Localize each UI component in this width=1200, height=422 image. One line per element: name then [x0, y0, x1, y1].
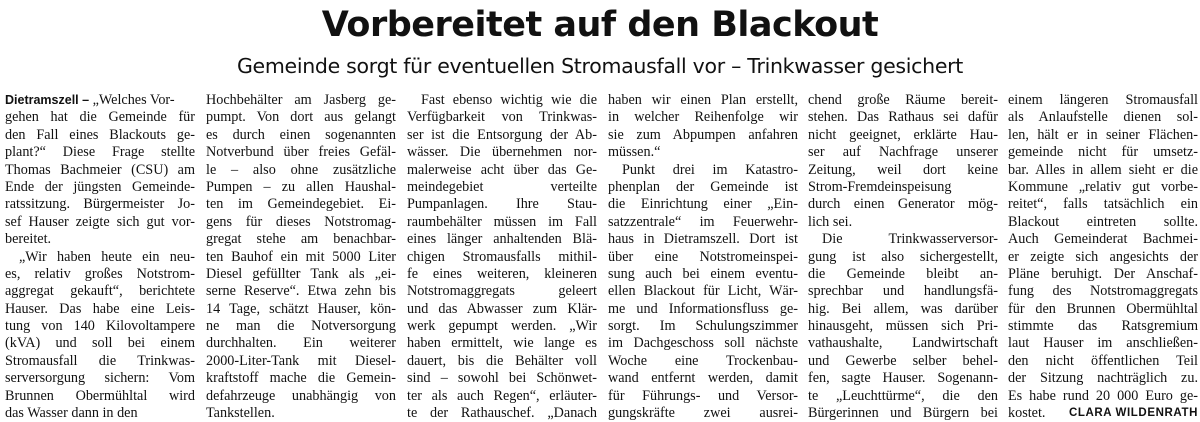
article-line: len, hält er in seiner Flächen-	[1008, 126, 1198, 143]
article-line: und das Abwasser zum Klär-	[407, 300, 597, 317]
article-line: den Fall eines Blackouts ge-	[5, 126, 195, 143]
article-line: Strom-Fremdeinspeisung	[808, 178, 952, 195]
article-line: Die Trinkwasserversor-	[822, 231, 998, 248]
article-line: satzzentrale“ im Feuerwehr-	[608, 213, 798, 230]
article-line: raumbehälter müssen im Fall	[407, 213, 597, 230]
article-line: über eine Notstromeinspei-	[608, 248, 798, 265]
article-dateline: Dietramszell –	[5, 93, 90, 107]
article-line: gung ist also sichergestellt,	[808, 248, 998, 265]
article-line: Hochbehälter am Jasberg ge-	[206, 92, 396, 108]
article-column-4	[608, 92, 798, 422]
article-column-3	[407, 92, 597, 422]
article-line: eines länger anhaltenden Blä-	[407, 231, 597, 248]
article-line: gens für dieses Notstromag-	[206, 213, 396, 230]
article-line: Pumpen – zu allen Haushal-	[206, 178, 396, 195]
article-line: sie zum Abpumpen anfahren	[608, 126, 798, 143]
article-line: ser ist die Entsorgung der Ab-	[407, 126, 597, 143]
article-column-5	[808, 92, 998, 422]
article-line: ter als auch Regen“, erläuter-	[407, 387, 597, 404]
article-line: haus in Dietramszell. Dort ist	[608, 231, 798, 248]
article-line: Tankstellen.	[206, 405, 275, 422]
article-line: er zeigte sich angesichts der	[1008, 248, 1198, 265]
article-line: ser auf Nachfrage unserer	[808, 144, 998, 161]
article-line: gehen hat die Gemeinde für	[5, 109, 195, 126]
article-line: haben ermittelt, wie lange es	[407, 335, 597, 352]
article-line-text: kostet.	[1008, 405, 1046, 422]
article-line: Pumpanlagen. Ihre Stau-	[407, 196, 597, 213]
article-line: serne Reserve“. Etwa zehn bis	[206, 283, 396, 300]
article-line: me und Informationsfluss ge-	[608, 300, 798, 317]
article-line: laut Hauser im anschließen-	[1008, 335, 1198, 352]
article-line: Hauser. Das habe eine Leis-	[5, 300, 195, 317]
article-line: dauert, bis die Behälter voll	[407, 352, 597, 369]
article-line: defahrzeuge unabhängig von	[206, 387, 396, 404]
article-line: als Anlaufstelle dienen sol-	[1008, 109, 1198, 126]
article-line: Pläne beruhigt. Der Anschaf-	[1008, 265, 1198, 282]
article-line: Verfügbarkeit von Trinkwas-	[407, 109, 597, 126]
article-line: das Wasser dann in den	[5, 405, 138, 422]
article-line: fung des Notstromaggregats	[1008, 283, 1198, 300]
article-line: Stromausfall die Trinkwas-	[5, 352, 195, 369]
article-line: werk gepumpt werden. „Wir	[407, 318, 597, 335]
article-line: fen, sagte Hauser. Sogenann-	[808, 370, 998, 387]
article-line: stehen. Das Rathaus sei dafür	[808, 109, 998, 126]
article-line: Punkt drei im Katastro-	[622, 161, 798, 178]
article-line: für den Brunnen Obermühltal	[1008, 300, 1198, 317]
article-line: Fast ebenso wichtig wie die	[421, 92, 597, 108]
article-line: Zeitung, weil dort keine	[808, 161, 998, 178]
article-line: te der Rathauschef. „Danach	[407, 405, 597, 422]
article-line: Thomas Bachmeier (CSU) am	[5, 161, 195, 178]
article-line: vathaushalte, Landwirtschaft	[808, 335, 998, 352]
article-line: sprechbar und handlungsfä-	[808, 283, 998, 300]
article-line: gregat stehe am benachbar-	[206, 231, 396, 248]
article-line: malerweise acht über das Ge-	[407, 161, 597, 178]
article-line: durchhalten. Ein weiterer	[206, 335, 396, 352]
article-line: für Führungs- und Versor-	[608, 387, 798, 404]
article-line: gungskräfte zwei ausrei-	[608, 405, 798, 422]
article-line: chigen Stromausfalls mithil-	[407, 248, 597, 265]
article-line: phenplan der Gemeinde ist	[608, 178, 798, 195]
article-author: CLARA WILDENRATH	[1068, 407, 1198, 420]
article-line: einem längeren Stromausfall	[1008, 92, 1198, 108]
article-line: und Gewerbe selber behel-	[808, 352, 998, 369]
article-line: Es habe rund 20 000 Euro ge-	[1008, 387, 1198, 404]
article-line: Bürgerinnen und Bürgern bei	[808, 405, 998, 422]
article-line: sef Hauser zeigte sich gut vor-	[5, 213, 195, 230]
article-line: Ende der jüngsten Gemeinde-	[5, 178, 195, 195]
article-line: ne man die Notversorgung	[206, 318, 396, 335]
article-line: müssen.“	[608, 144, 661, 161]
article-line: „Wir haben heute ein neu-	[19, 248, 195, 265]
article-headline: Vorbereitet auf den Blackout	[321, 5, 879, 45]
article-line: es durch einen sogenannten	[206, 126, 396, 143]
article-line: Blackout eintreten sollte.	[1008, 213, 1198, 230]
article-line: Notverbund über freies Gefäl-	[206, 144, 396, 161]
article-line-text: „Welches Vor-	[89, 92, 175, 108]
article-line: Kommune „relativ gut vorbe-	[1008, 178, 1198, 195]
article-line: wässer. Die übernehmen nor-	[407, 144, 597, 161]
article-line: der Sitzung nachträglich zu.	[1008, 370, 1198, 387]
article-line: Auch Gemeinderat Bachmei-	[1008, 231, 1198, 248]
article-line: pumpt. Von dort aus gelangt	[206, 109, 396, 126]
article-line: le – also ohne zusätzliche	[206, 161, 396, 178]
article-line: in welcher Reihenfolge wir	[608, 109, 798, 126]
article-line: nicht geeignet, erklärte Hau-	[808, 126, 998, 143]
article-line: sind – sowohl bei Schönwet-	[407, 370, 597, 387]
article-line: 2000-Liter-Tank mit Diesel-	[206, 352, 396, 369]
article-line: Brunnen Obermühltal wird	[5, 387, 195, 404]
article-line: bar. Alles in allem sieht er die	[1008, 161, 1198, 178]
article-line: hig. Bei allem, was darüber	[808, 300, 998, 317]
article-line: Diesel gefüllter Tank als „ei-	[206, 265, 396, 282]
article-line: ten im Gemeindegebiet. Ei-	[206, 196, 396, 213]
article-line: Woche eine Trockenbau-	[608, 352, 798, 369]
article-line: die Einrichtung einer „Ein-	[608, 196, 798, 213]
article-line: es, relativ großes Notstrom-	[5, 265, 195, 282]
article-line: plant?“ Diese Frage stellte	[5, 144, 195, 161]
article-line: chend große Räume bereit-	[808, 92, 998, 108]
article-line: tung von 140 Kilovoltampere	[5, 318, 195, 335]
article-line: gemeinde nicht für umsetz-	[1008, 144, 1198, 161]
article-line: sung auch bei einem eventu-	[608, 265, 798, 282]
article-line: reitet“, falls tatsächlich ein	[1008, 196, 1198, 213]
article-line: sorgt. Im Schulungszimmer	[608, 318, 798, 335]
article-subheadline: Gemeinde sorgt für eventuellen Stromausfall vor – Trinkwasser gesichert	[236, 54, 964, 78]
article-line: serversorgung sichern: Vom	[5, 370, 195, 387]
article-line: die Gemeinde bleibt an-	[808, 265, 998, 282]
article-line: 14 Tage, schätzt Hauser, kön-	[206, 300, 396, 317]
article-line	[1008, 405, 1198, 422]
article-line: wand entfernt werden, damit	[608, 370, 798, 387]
article-line: ratssitzung. Bürgermeister Jo-	[5, 196, 195, 213]
article-line: durch einen Generator mög-	[808, 196, 998, 213]
article-column-1	[5, 92, 195, 422]
article-line	[5, 92, 195, 109]
article-line: ten Bauhof ein mit 5000 Liter	[206, 248, 396, 265]
article-column-6	[1008, 92, 1198, 422]
article-line: stimmte das Ratsgremium	[1008, 318, 1198, 335]
article-line: te „Leuchttürme“, die den	[808, 387, 998, 404]
article-line: den nicht öffentlichen Teil	[1008, 352, 1198, 369]
article-line: kraftstoff mache die Gemein-	[206, 370, 396, 387]
article-line: im Dachgeschoss soll nächste	[608, 335, 798, 352]
article-line: haben wir einen Plan erstellt,	[608, 92, 798, 108]
article-line: Notstromaggregats geleert	[407, 283, 597, 300]
article-line: lich sei.	[808, 213, 853, 230]
article-line: ellen Blackout für Licht, Wär-	[608, 283, 798, 300]
article-line: (kVA) und soll bei einem	[5, 335, 195, 352]
article-column-2	[206, 92, 396, 422]
article-line: fe eines weiteren, kleineren	[407, 265, 597, 282]
article-line: meindegebiet verteilte	[407, 178, 597, 195]
article-line: aggregat gekauft“, berichtete	[5, 283, 195, 300]
article-line: bereitet.	[5, 231, 52, 248]
article-line: hinausgeht, müssen sich Pri-	[808, 318, 998, 335]
